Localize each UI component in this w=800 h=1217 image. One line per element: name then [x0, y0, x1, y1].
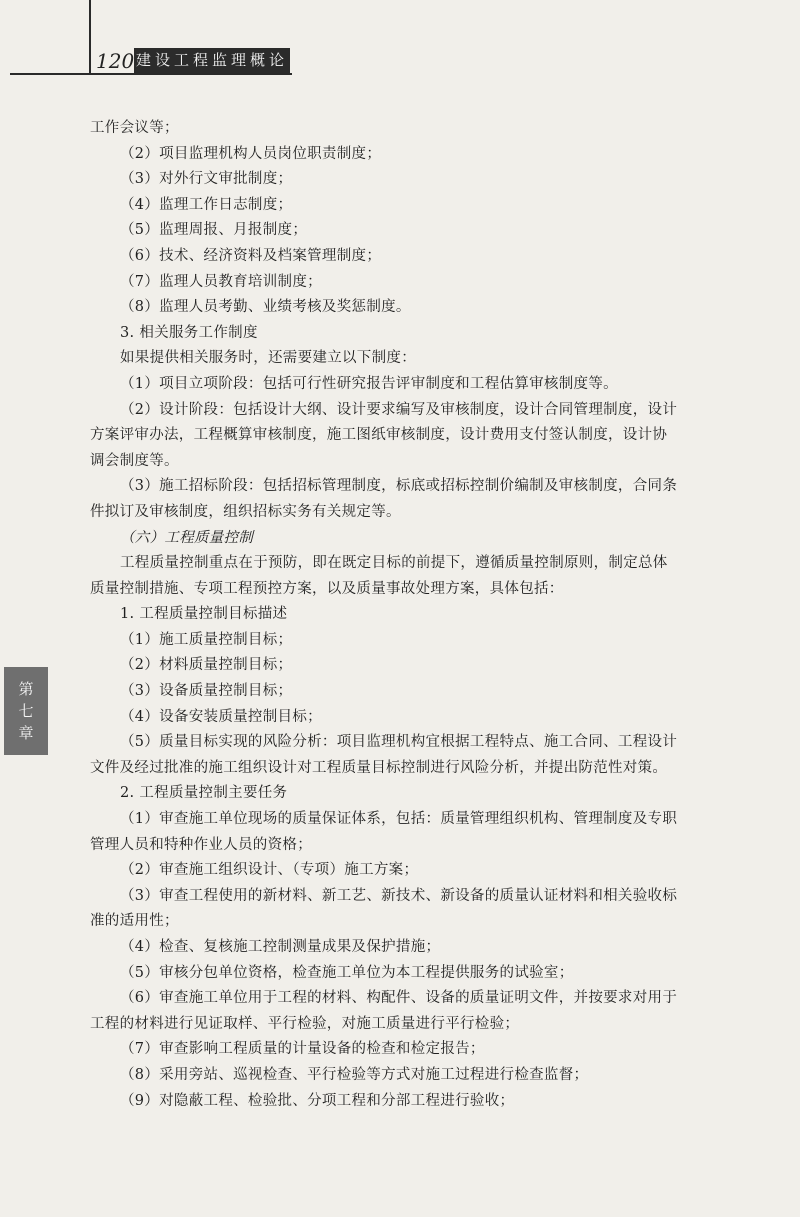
- body-line: （1）审查施工单位现场的质量保证体系，包括：质量管理组织机构、管理制度及专职: [120, 811, 678, 828]
- chapter-side-tab: [4, 667, 48, 755]
- chapter-tab-char: 第: [18, 680, 34, 698]
- header-vertical-rule: [89, 0, 91, 75]
- body-line: （8）采用旁站、巡视检查、平行检验等方式对施工过程进行检查监督；: [120, 1066, 589, 1083]
- body-line: （5）质量目标实现的风险分析：项目监理机构宜根据工程特点、施工合同、工程设计: [120, 734, 678, 751]
- body-line: 工程质量控制重点在于预防，即在既定目标的前提下，遵循质量控制原则，制定总体: [120, 555, 668, 572]
- body-line: （2）项目监理机构人员岗位职责制度；: [120, 145, 382, 162]
- section-heading: （六）工程质量控制: [120, 529, 254, 546]
- body-line: （5）监理周报、月报制度；: [120, 222, 308, 239]
- chapter-tab-char: 章: [18, 724, 34, 742]
- body-line: （6）技术、经济资料及档案管理制度；: [120, 247, 382, 264]
- body-line: （1）项目立项阶段：包括可行性研究报告评审制度和工程估算审核制度等。: [120, 375, 618, 392]
- body-line: 2. 工程质量控制主要任务: [120, 785, 288, 802]
- body-line: （4）设备安装质量控制目标；: [120, 708, 322, 725]
- body-line: 工程的材料进行见证取样、平行检验，对施工质量进行平行检验；: [90, 1015, 520, 1032]
- body-line: 如果提供相关服务时，还需要建立以下制度：: [120, 350, 416, 367]
- body-line: （4）检查、复核施工控制测量成果及保护措施；: [120, 939, 441, 955]
- body-line: （3）施工招标阶段：包括招标管理制度，标底或招标控制价编制及审核制度，合同条: [120, 478, 678, 495]
- body-line: （2）设计阶段：包括设计大纲、设计要求编写及审核制度，设计合同管理制度，设计: [120, 401, 678, 418]
- body-line: （2）材料质量控制目标；: [120, 657, 293, 674]
- body-line: （1）施工质量控制目标；: [120, 631, 293, 648]
- body-line: 质量控制措施、专项工程预控方案，以及质量事故处理方案，具体包括：: [90, 580, 564, 597]
- body-line: （2）审查施工组织设计、（专项）施工方案；: [120, 862, 419, 879]
- body-line: （9）对隐蔽工程、检验批、分项工程和分部工程进行验收；: [120, 1092, 515, 1109]
- body-line: （3）设备质量控制目标；: [120, 683, 293, 700]
- header-horizontal-rule: [10, 73, 292, 75]
- body-line: 工作会议等；: [90, 120, 179, 136]
- body-line: （7）监理人员教育培训制度；: [120, 273, 322, 290]
- body-line: 方案评审办法，工程概算审核制度，施工图纸审核制度，设计费用支付签认制度，设计协: [90, 427, 668, 444]
- body-line: 1. 工程质量控制目标描述: [120, 606, 288, 623]
- body-line: （3）对外行文审批制度；: [120, 171, 293, 188]
- page-number: 120: [96, 49, 135, 73]
- body-line: 文件及经过批准的施工组织设计对工程质量目标控制进行风险分析，并提出防范性对策。: [90, 759, 668, 776]
- body-line: （6）审查施工单位用于工程的材料、构配件、设备的质量证明文件，并按要求对用于: [120, 990, 678, 1007]
- body-line: （8）监理人员考勤、业绩考核及奖惩制度。: [120, 299, 411, 316]
- body-line: 调会制度等。: [90, 452, 179, 469]
- body-line: （3）审查工程使用的新材料、新工艺、新技术、新设备的质量认证材料和相关验收标: [120, 887, 678, 904]
- body-line: 3. 相关服务工作制度: [120, 324, 258, 341]
- body-text: [90, 116, 740, 1114]
- body-line: （5）审核分包单位资格，检查施工单位为本工程提供服务的试验室；: [120, 964, 574, 981]
- body-line: 管理人员和特种作业人员的资格；: [90, 836, 312, 853]
- chapter-tab-char: 七: [18, 702, 34, 720]
- running-header-title: 建设工程监理概论: [134, 48, 290, 73]
- body-line: 准的适用性；: [90, 913, 179, 930]
- body-line: 件拟订及审核制度，组织招标实务有关规定等。: [90, 503, 401, 520]
- body-line: （7）审查影响工程质量的计量设备的检查和检定报告；: [120, 1041, 485, 1058]
- body-line: （4）监理工作日志制度；: [120, 196, 293, 213]
